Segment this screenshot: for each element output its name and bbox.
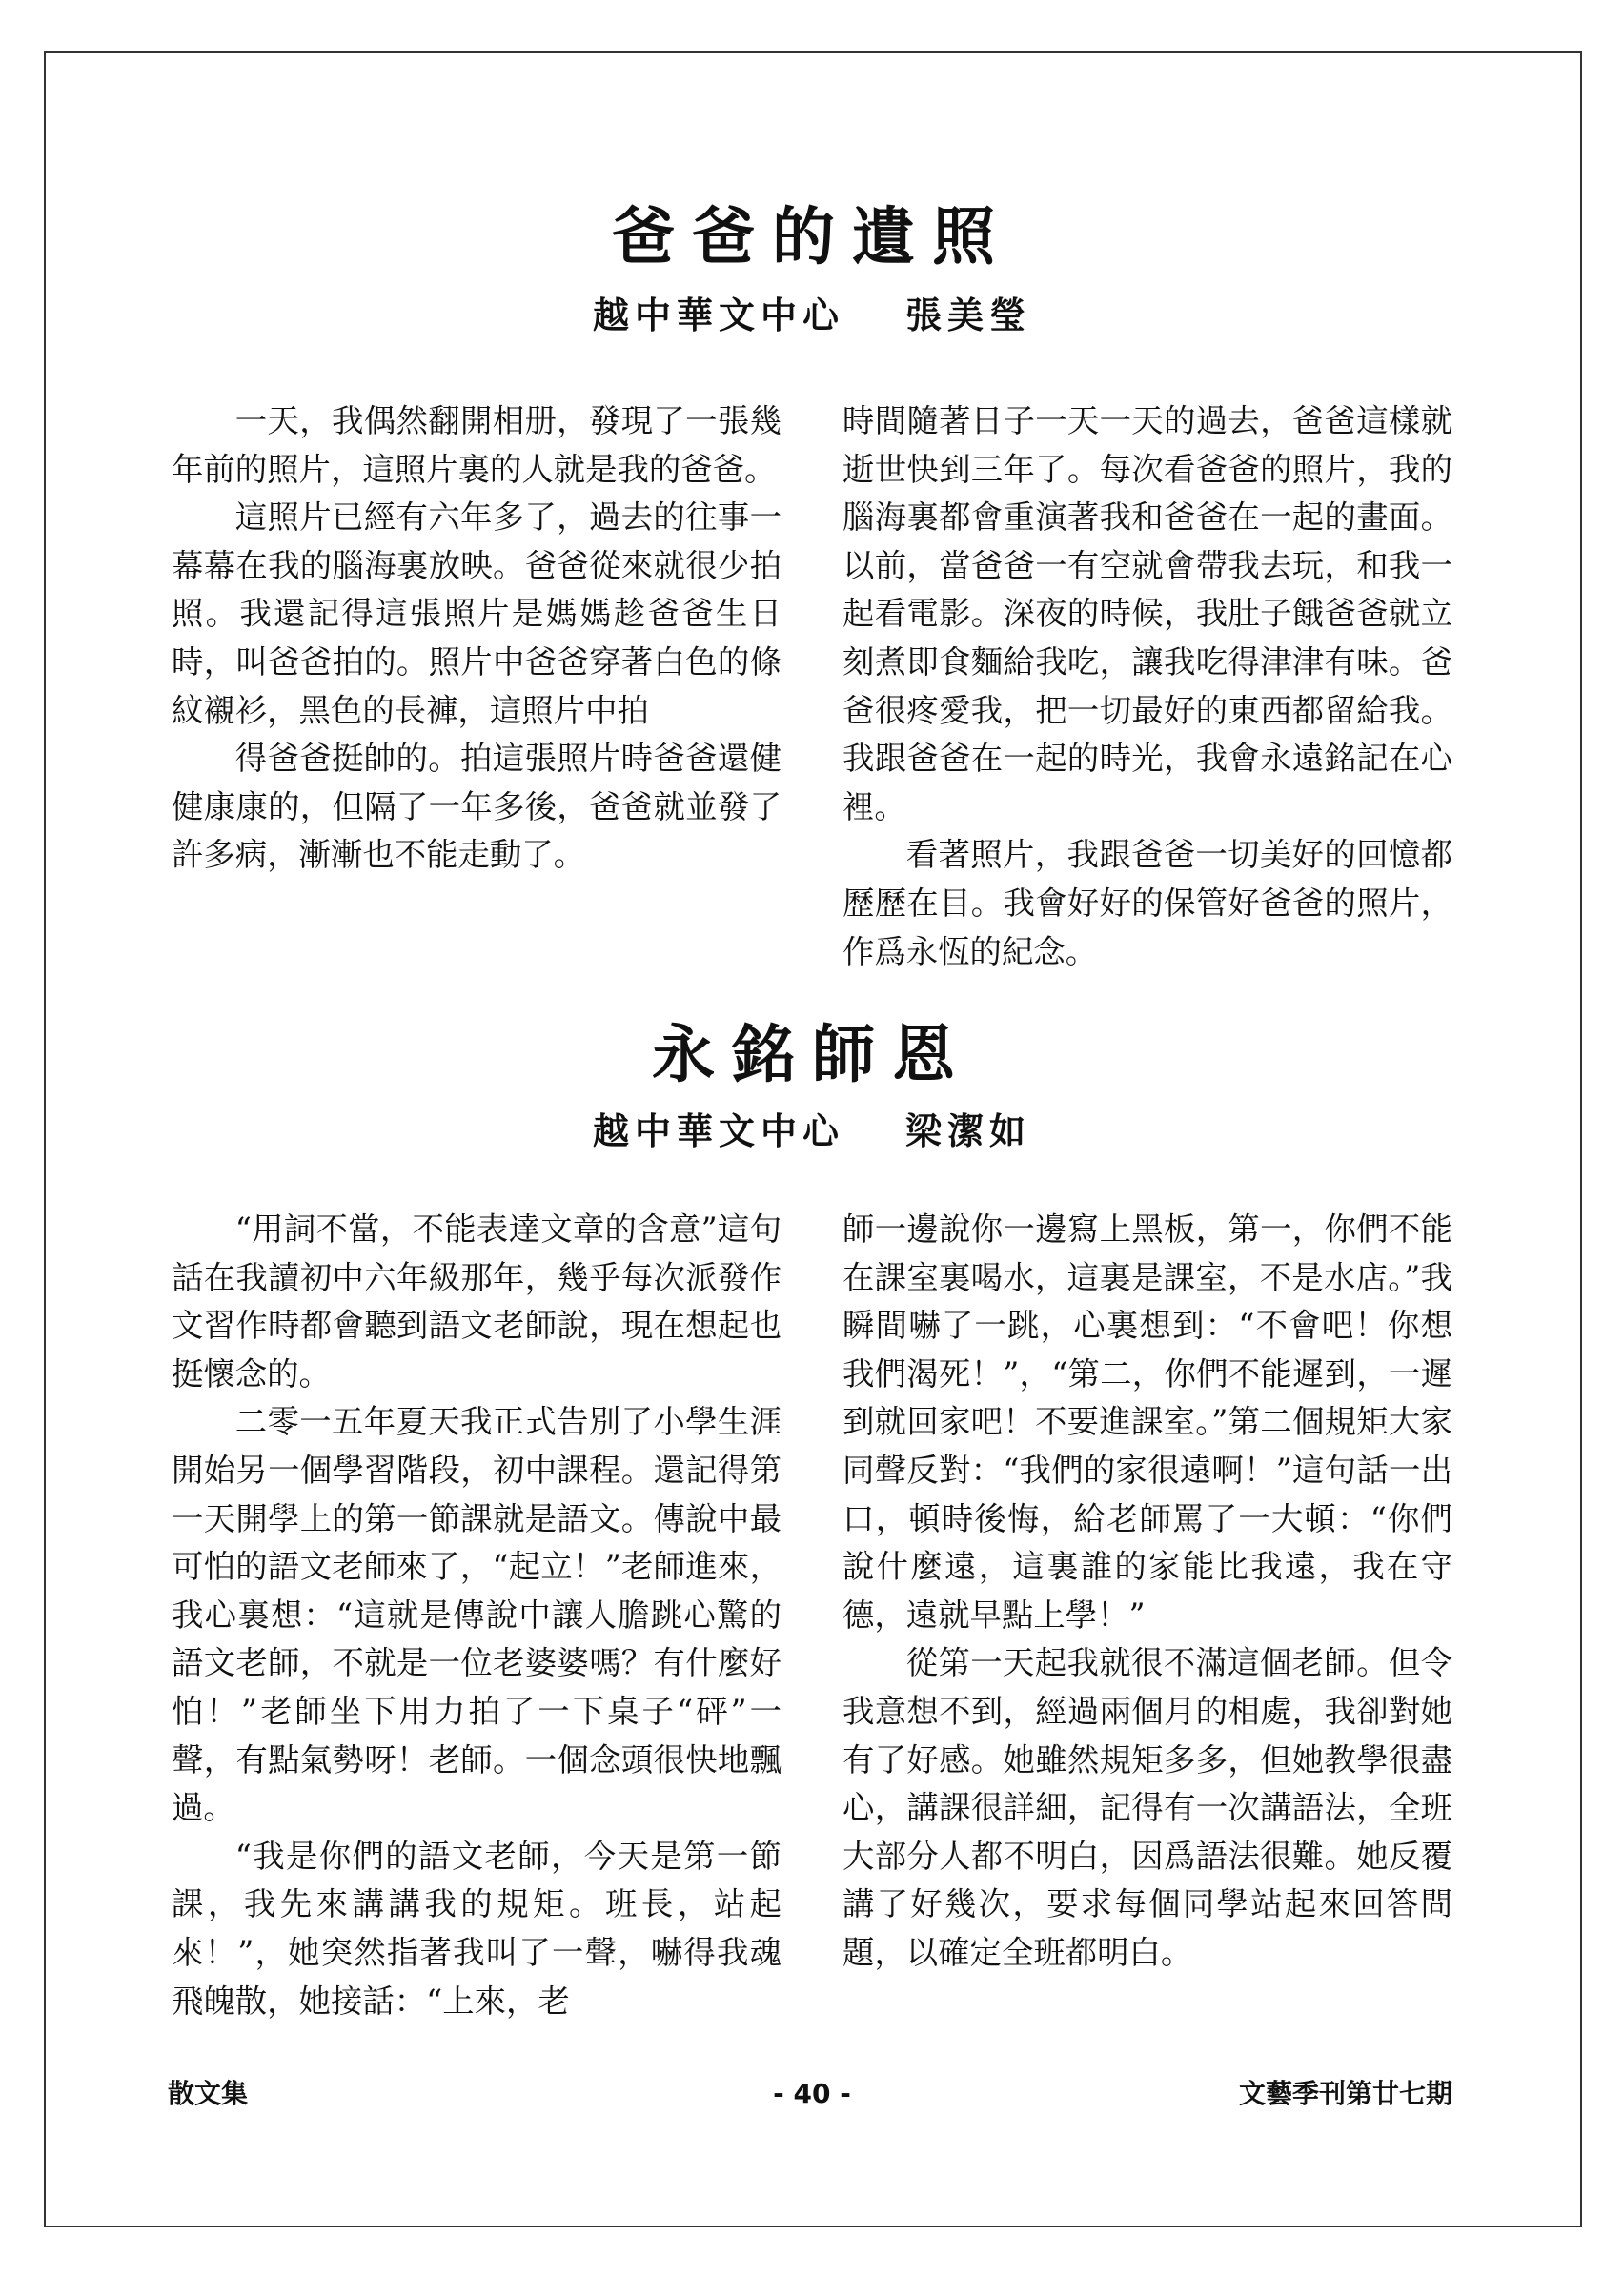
article-1-title: 爸爸的遺照 [612,199,1012,274]
paragraph: 看著照片，我跟爸爸一切美好的回憶都歷歷在目。我會好好的保管好爸爸的照片，作爲永恆的紀念。 [842,836,1452,970]
paragraph: “我是你們的語文老師，今天是第一節課，我先來講講我的規矩。班長，站起來！”，她突然指著我叫了一聲，嚇得我魂飛魄散，她接話：“上來，老 [172,1837,782,2020]
article-2-author: 梁潔如 [905,1109,1032,1152]
article-1-byline [0,292,1624,339]
article-1-school: 越中華文中心 [592,294,844,336]
paragraph: “用詞不當，不能表達文章的含意”這句話在我讀初中六年級那年，幾乎每次派發作文習作時都會聽到語文老師說，現在想起也挺懷念的。 [172,1210,782,1393]
article-1-column-right [842,397,1452,976]
footer-page-number: - 40 - [773,2078,851,2109]
article-2-school: 越中華文中心 [592,1109,844,1152]
article-2-column-right [842,1206,1452,1978]
paragraph: 師一邊說你一邊寫上黑板，第一，你們不能在課室裏喝水，這裏是課室，不是水店。”我瞬間嚇了一跳，心裏想到：“不會吧！你想我們渴死！”，“第二，你們不能遲到，一遲到就回家吧！不要進課室。”第二個規矩大家同聲反對：“我們的家很遠啊！”這句話一出口，頓時後悔，給老師罵了一大頓：“你們說什麼遠，這裏誰的家能比我遠，我在守德，遠就早點上學！” [842,1210,1452,1634]
article-2-title: 永銘師恩 [652,1017,972,1091]
footer-section-name: 散文集 [168,2078,249,2109]
paragraph: 二零一五年夏天我正式告別了小學生涯開始另一個學習階段，初中課程。還記得第一天開學上的第一節課就是語文。傳說中最可怕的語文老師來了，“起立！”老師進來，我心裏想：“這就是傳說中讓人膽跳心驚的語文老師，不就是一位老婆婆嗎？有什麼好怕！”老師坐下用力拍了一下桌子“砰”一聲，有點氣勢呀！老師。一個念頭很快地飄過。 [172,1403,782,1827]
article-1-author: 張美瑩 [905,294,1032,336]
article-1-column-left [172,397,782,880]
article-2-column-left [172,1206,782,2025]
paragraph: 時間隨著日子一天一天的過去，爸爸這樣就逝世快到三年了。每次看爸爸的照片，我的腦海裏都會重演著我和爸爸在一起的畫面。以前，當爸爸一有空就會帶我去玩，和我一起看電影。深夜的時候，我肚子餓爸爸就立刻煮即食麵給我吃，讓我吃得津津有味。爸爸很疼愛我，把一切最好的東西都留給我。我跟爸爸在一起的時光，我會永遠銘記在心裡。 [842,402,1452,825]
paragraph: 這照片已經有六年多了，過去的往事一幕幕在我的腦海裏放映。爸爸從來就很少拍照。我還記得這張照片是媽媽趁爸爸生日時，叫爸爸拍的。照片中爸爸穿著白色的條紋襯衫，黑色的長褲，這照片中拍 [172,498,782,729]
paragraph: 得爸爸挺帥的。拍這張照片時爸爸還健健康康的，但隔了一年多後，爸爸就並發了許多病，漸漸也不能走動了。 [172,740,782,874]
footer-publication-name: 文藝季刊第廿七期 [1238,2078,1452,2109]
paragraph: 一天，我偶然翻開相册，發現了一張幾年前的照片，這照片裏的人就是我的爸爸。 [172,402,782,488]
paragraph: 從第一天起我就很不滿這個老師。但令我意想不到，經過兩個月的相處，我卻對她有了好感。她雖然規矩多多，但她教學很盡心，講課很詳細，記得有一次講語法，全班大部分人都不明白，因爲語法很難。她反覆講了好幾次，要求每個同學站起來回答問題，以確定全班都明白。 [842,1644,1452,1971]
article-2-byline [0,1108,1624,1155]
